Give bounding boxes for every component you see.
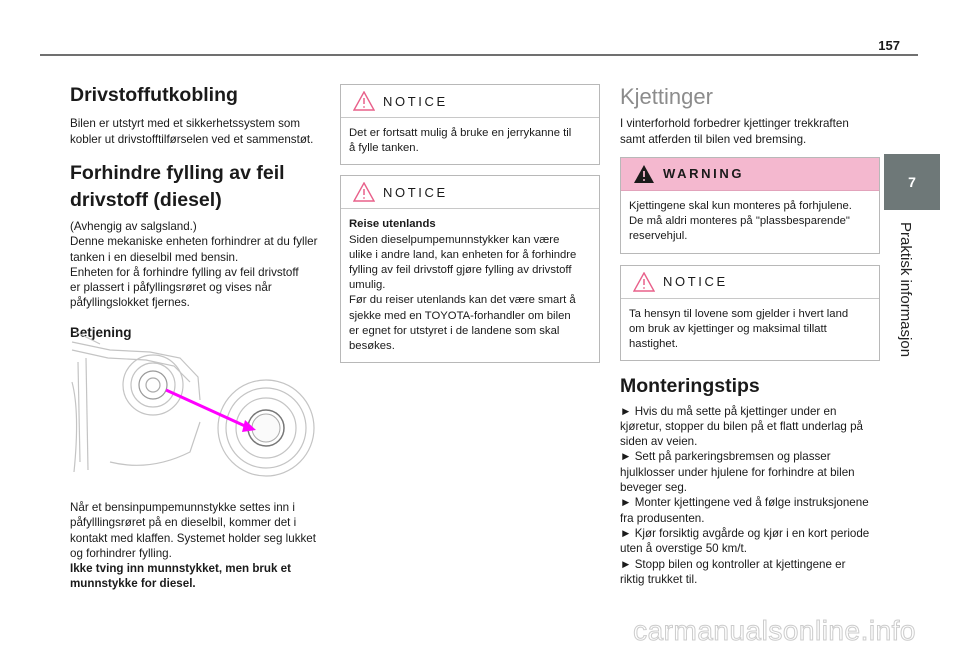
notice-triangle-icon xyxy=(633,272,655,292)
chapter-tab[interactable]: 7 xyxy=(884,154,940,210)
notice-title: NOTICE xyxy=(383,184,448,200)
title-line: drivstoff (diesel) xyxy=(70,188,222,211)
notice-title: NOTICE xyxy=(663,274,728,290)
section-title-misfuel xyxy=(70,160,332,214)
tip-line: fra produsenten. xyxy=(620,511,705,525)
notice-box-laws xyxy=(620,265,880,362)
body-line: påfylllingsrøret på en dieselbil, kommer det i xyxy=(70,516,297,530)
tip-line: ► Stopp bilen og kontroller at kjettingene er xyxy=(620,557,846,571)
notice-header xyxy=(621,266,879,299)
column-middle xyxy=(340,84,600,363)
notice-line: fylling av feil drivstoff gjøre fylling av drivstoff xyxy=(349,264,572,277)
body-line: påfyllingslokket fjernes. xyxy=(70,296,190,310)
subheading-operation: Betjening xyxy=(70,324,132,340)
body-line: tanken i en dieselbil med bensin. xyxy=(70,250,239,264)
title-line: Forhindre fylling av feil xyxy=(70,161,285,184)
body-line: Denne mekaniske enheten forhindrer at du fyller xyxy=(70,235,318,249)
tip-line: siden av veien. xyxy=(620,435,698,449)
notice-line: Før du reiser utenlands kan det være smart å xyxy=(349,294,576,307)
body-line: og forhindrer fylling. xyxy=(70,546,172,560)
section-title-mounting-tips: Monteringstips xyxy=(620,375,760,398)
notice-line: umulig. xyxy=(349,279,386,292)
notice-line: sjekke med en TOYOTA-forhandler om bilen xyxy=(349,309,571,322)
intro-line: Bilen er utstyrt med et sikkerhetssystem som xyxy=(70,117,301,131)
tip-line: kjøretur, stopper du bilen på et flatt underlag på xyxy=(620,419,863,433)
warning-title: WARNING xyxy=(663,166,745,182)
notice-line: ulike i andre land, kan enheten for å forhindre xyxy=(349,248,577,261)
tip-line: beveger seg. xyxy=(620,481,688,495)
warning-header xyxy=(621,158,879,191)
body-line: er plassert i påfyllingsrøret og vises når xyxy=(70,281,272,295)
column-left xyxy=(70,84,332,340)
notice-line: besøkes. xyxy=(349,340,395,353)
notice-line: Det er fortsatt mulig å bruke en jerrykanne til xyxy=(349,127,572,139)
notice-triangle-icon xyxy=(353,91,375,111)
tip-line: hjulklosser under hjulene for forhindre at bilen xyxy=(620,465,855,479)
notice-subtitle: Reise utenlands xyxy=(349,218,436,231)
warning-box xyxy=(620,157,880,254)
notice-line: hastighet. xyxy=(629,338,678,350)
intro-line: I vinterforhold forbedrer kjettinger trekkraften xyxy=(620,117,849,131)
warning-line: reservehjul. xyxy=(629,230,688,243)
chapter-title: Praktisk informasjon xyxy=(897,222,914,358)
tip-line: ► Kjør forsiktig avgårde og kjør i en kort periode xyxy=(620,526,870,540)
body-line: (Avhengig av salgsland.) xyxy=(70,219,197,233)
notice-line: er egnet for utstyret i de landene som skal xyxy=(349,324,560,337)
warning-triangle-icon xyxy=(633,164,655,184)
notice-line: om bruk av kjettinger og maksimal tillatt xyxy=(629,322,827,335)
notice-box-jerrycan xyxy=(340,84,600,165)
tip-line: riktig trukket til. xyxy=(620,572,698,586)
misfuel-device-illustration xyxy=(70,322,330,482)
notice-triangle-icon xyxy=(353,182,375,202)
warning-line: Kjettingene skal kun monteres på forhjulene. xyxy=(629,199,852,212)
notice-title: NOTICE xyxy=(383,93,448,109)
notice-box-travel xyxy=(340,175,600,363)
intro-line: samt atferden til bilen ved bremsing. xyxy=(620,132,807,146)
intro-line: kobler ut drivstofftilførselen ved et sammenstøt. xyxy=(70,132,314,146)
body-line: Når et bensinpumpemunnstykke settes inn i xyxy=(70,501,295,514)
tip-line: ► Hvis du må sette på kjettinger under en xyxy=(620,404,837,418)
header-rule xyxy=(40,54,918,56)
page-number: 157 xyxy=(878,38,900,53)
tip-line: ► Monter kjettingene ved å følge instruksjonene xyxy=(620,496,869,510)
column-right xyxy=(620,84,880,587)
notice-header xyxy=(341,176,599,209)
body-line: Enheten for å forhindre fylling av feil drivstoff xyxy=(70,265,299,279)
column-left-lower xyxy=(70,500,332,592)
svg-text:carmanualsonline.info: carmanualsonline.info xyxy=(633,615,916,646)
notice-line: Ta hensyn til lovene som gjelder i hvert land xyxy=(629,307,849,320)
notice-header xyxy=(341,85,599,118)
warning-line: munnstykke for diesel. xyxy=(70,577,196,591)
section-title-fuel-cutoff: Drivstoffutkobling xyxy=(70,84,238,106)
notice-line: Siden dieselpumpemunnstykker kan være xyxy=(349,233,560,246)
section-title-chains: Kjettinger xyxy=(620,84,713,109)
body-line: kontakt med klaffen. Systemet holder seg lukket xyxy=(70,531,316,545)
tip-line: uten å overstige 50 km/t. xyxy=(620,542,747,556)
notice-line: å fylle tanken. xyxy=(349,142,419,155)
warning-line: De må aldri monteres på "plassbesparende" xyxy=(629,215,850,228)
warning-line: Ikke tving inn munnstykket, men bruk et xyxy=(70,562,291,576)
tip-line: ► Sett på parkeringsbremsen og plasser xyxy=(620,450,831,464)
